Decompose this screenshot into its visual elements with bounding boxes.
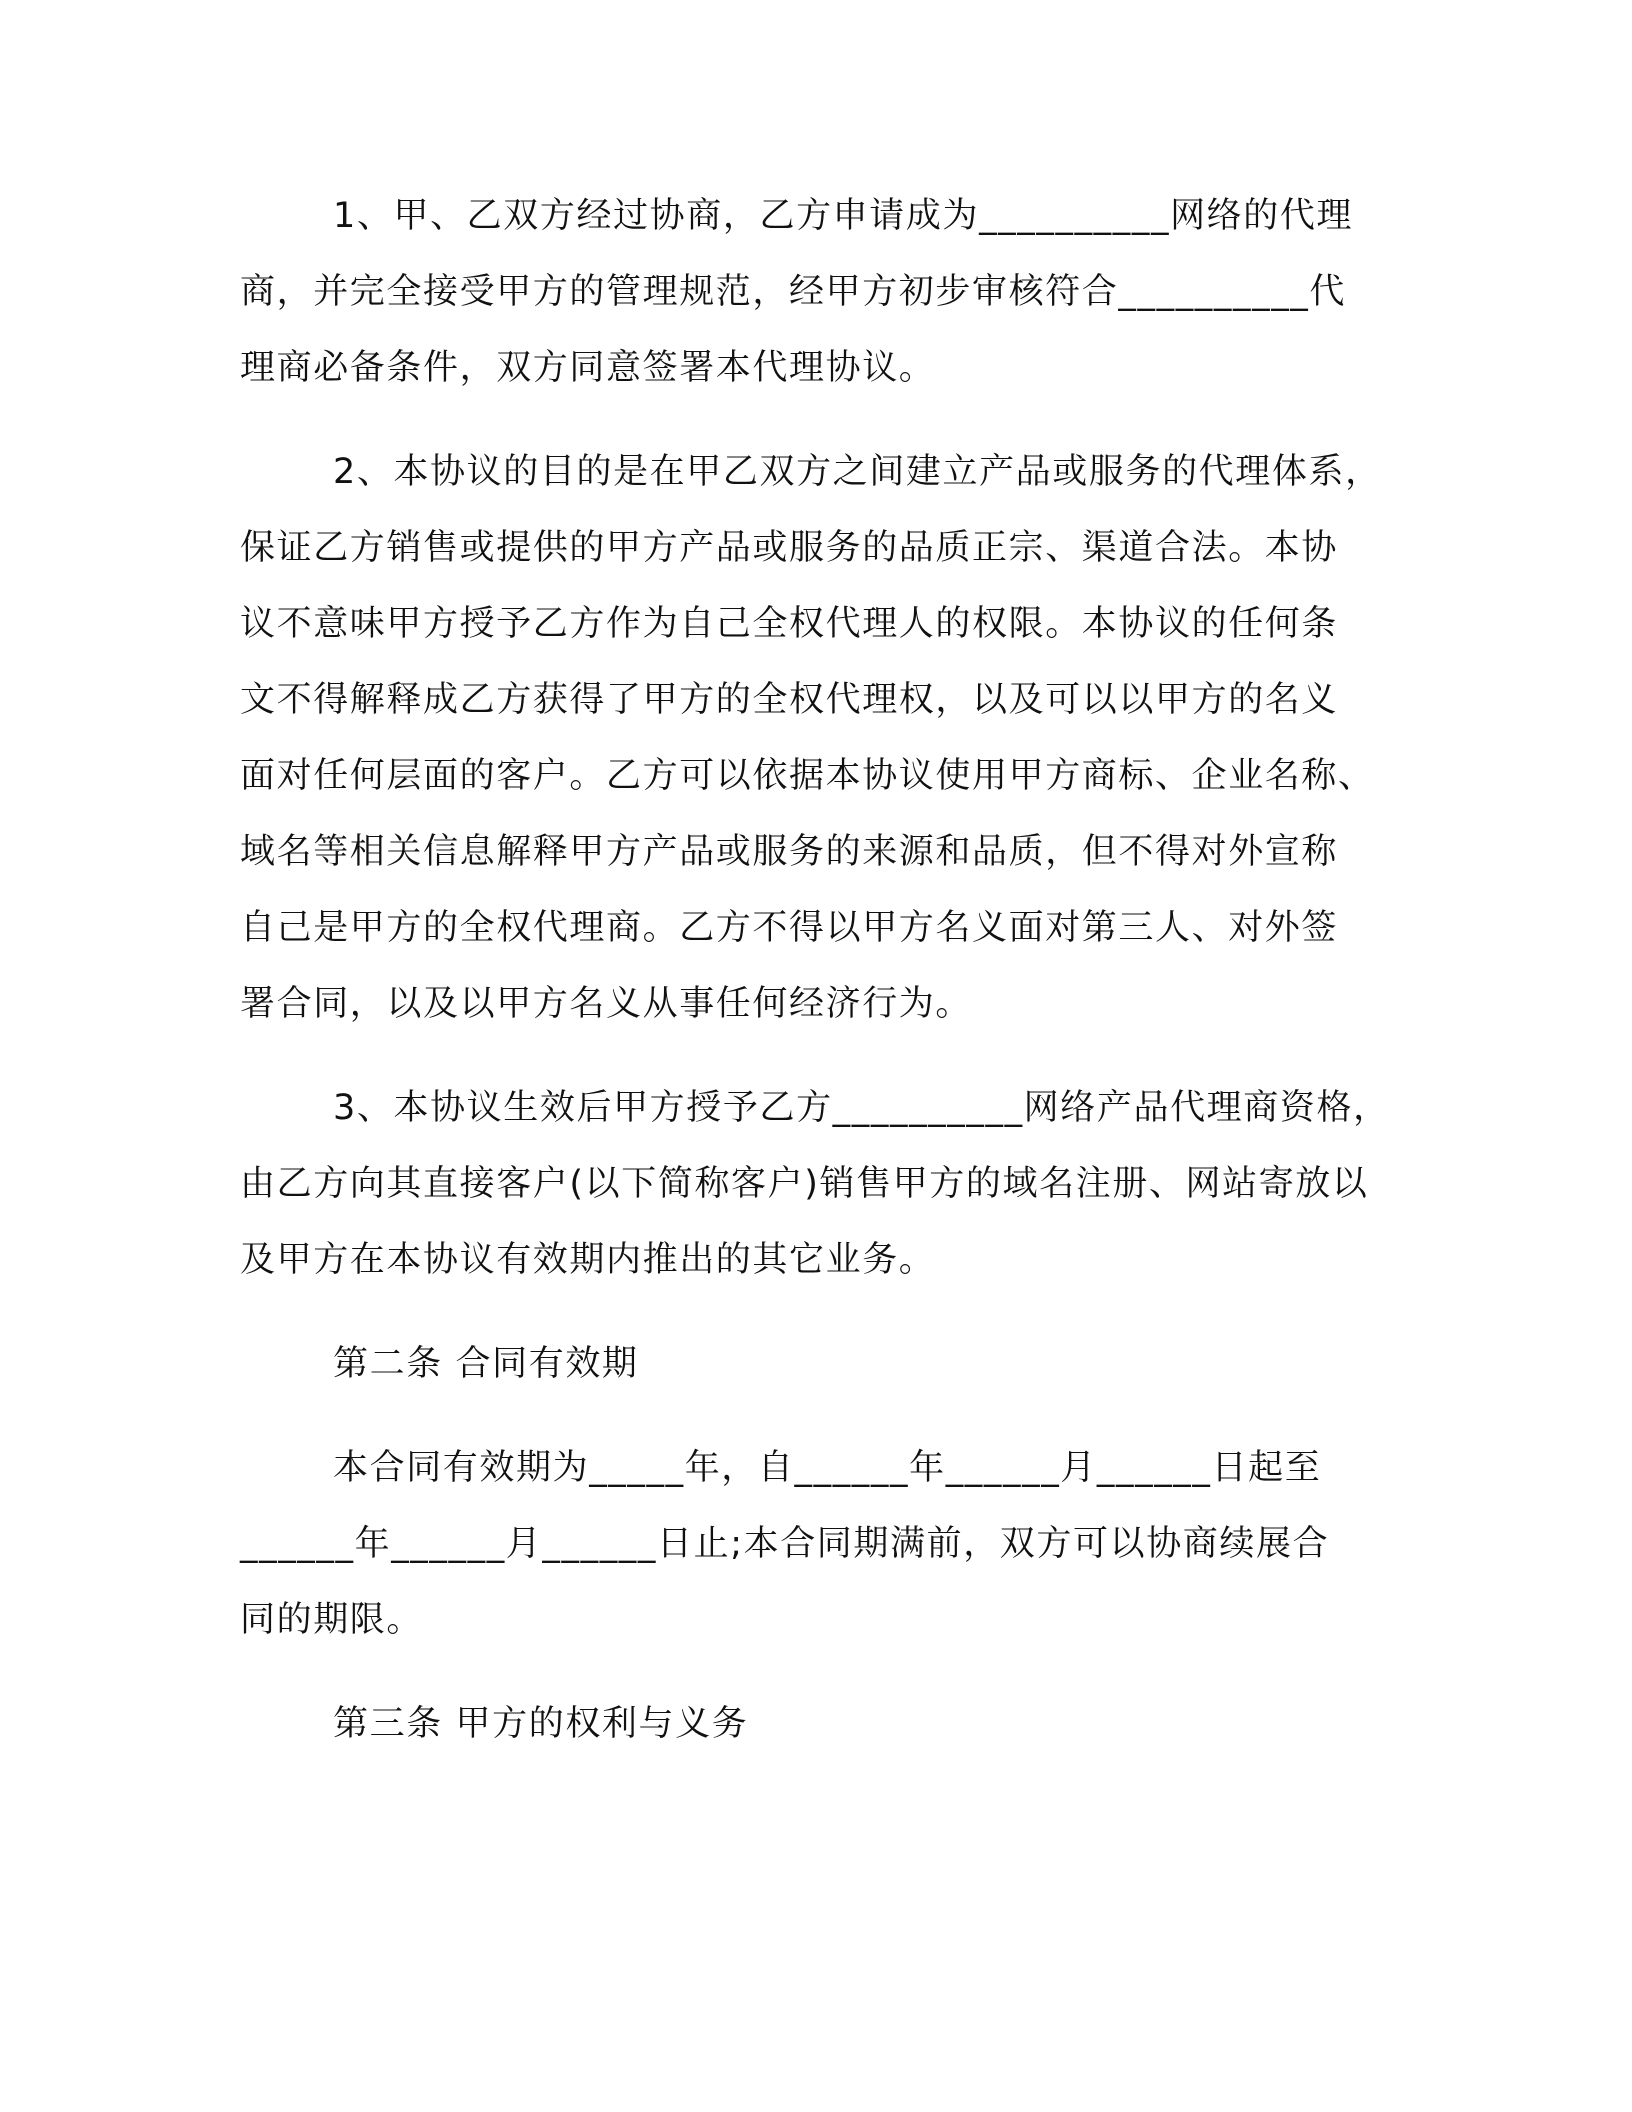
- text-line: 及甲方在本协议有效期内推出的其它业务。: [240, 1240, 936, 1280]
- text-line: 议不意味甲方授予乙方作为自己全权代理人的权限。本协议的任何条: [240, 604, 1339, 644]
- text-line: 商，并完全接受甲方的管理规范，经甲方初步审核符合__________代: [240, 272, 1347, 312]
- clause-1-paragraph: [240, 178, 1400, 406]
- text-line: 由乙方向其直接客户(以下简称客户)销售甲方的域名注册、网站寄放以: [240, 1164, 1369, 1204]
- heading-text: 第三条 甲方的权利与义务: [333, 1704, 749, 1744]
- heading-text: 第二条 合同有效期: [333, 1344, 639, 1384]
- text-line: ______年______月______日止;本合同期满前，双方可以协商续展合: [240, 1524, 1330, 1564]
- clause-3-paragraph: [240, 1070, 1400, 1298]
- text-line: 署合同，以及以甲方名义从事任何经济行为。: [240, 984, 973, 1024]
- clause-2-paragraph: [240, 434, 1400, 1042]
- text-line: 面对任何层面的客户。乙方可以依据本协议使用甲方商标、企业名称、: [240, 756, 1375, 796]
- text-line: 同的期限。: [240, 1600, 424, 1640]
- text-line: 理商必备条件，双方同意签署本代理协议。: [240, 348, 936, 388]
- section-heading-term: [240, 1326, 1400, 1402]
- text-line: 2、本协议的目的是在甲乙双方之间建立产品或服务的代理体系，: [333, 452, 1382, 492]
- text-line: 保证乙方销售或提供的甲方产品或服务的品质正宗、渠道合法。本协: [240, 528, 1339, 568]
- document-page: [240, 178, 1400, 1790]
- term-paragraph: [240, 1430, 1400, 1658]
- text-line: 3、本协议生效后甲方授予乙方__________网络产品代理商资格，: [333, 1088, 1390, 1128]
- text-line: 1、甲、乙双方经过协商，乙方申请成为__________网络的代理: [333, 196, 1354, 236]
- text-line: 本合同有效期为_____年，自______年______月______日起至: [333, 1448, 1322, 1488]
- text-line: 域名等相关信息解释甲方产品或服务的来源和品质，但不得对外宣称: [240, 832, 1339, 872]
- section-heading-party-a: [240, 1686, 1400, 1762]
- text-line: 自己是甲方的全权代理商。乙方不得以甲方名义面对第三人、对外签: [240, 908, 1339, 948]
- text-line: 文不得解释成乙方获得了甲方的全权代理权，以及可以以甲方的名义: [240, 680, 1339, 720]
